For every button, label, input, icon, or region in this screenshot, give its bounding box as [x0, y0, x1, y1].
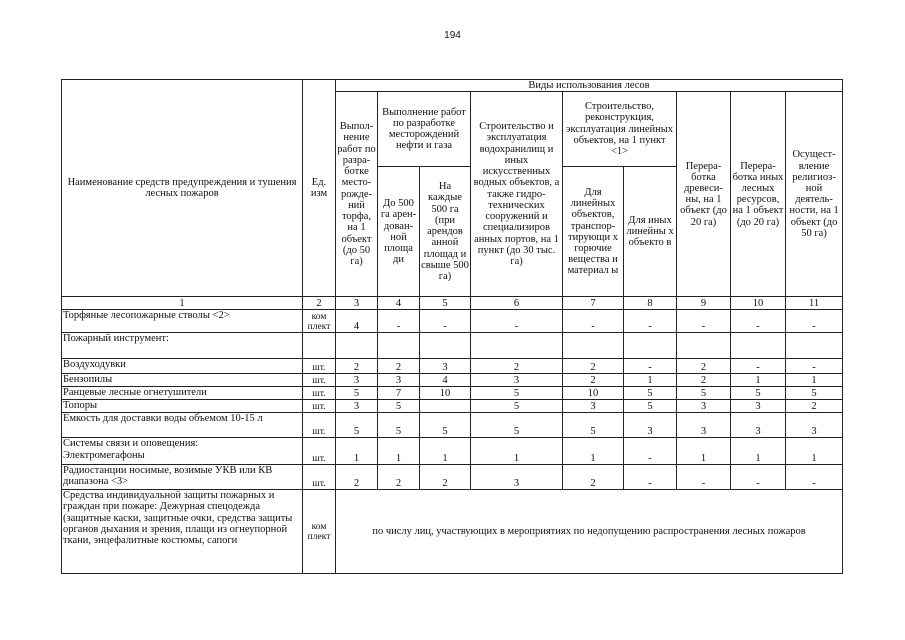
cell-value: 3 [786, 413, 843, 438]
cell-value: - [677, 465, 731, 490]
cell-value: 3 [677, 413, 731, 438]
header-oil-gas: Выполнение работ по разработке месторождений нефти и газа [378, 92, 471, 167]
cell-value: 3 [563, 400, 624, 413]
cell-value: - [731, 465, 786, 490]
header-col-9: Перера- ботка древеси- ны, на 1 объект (до 20 га) [677, 92, 731, 297]
cell-value: 5 [677, 387, 731, 400]
row-unit: ком плект [303, 310, 336, 333]
cell-value: 5 [471, 413, 563, 438]
cell-value: - [624, 359, 677, 374]
row-name: Средства индивидуальной защиты пожарных и граждан при пожаре: Дежурная спецодежда (защитные каски, защитные очки, средства защиты органов дыхания и зрения, плащи из огнеупорной ткани, энцефалитные костюмы, сапоги [62, 490, 303, 574]
page-number: 194 [444, 30, 461, 41]
row-name: Топоры [62, 400, 303, 413]
header-name-col: Наименование средств предупреждения и тушения лесных пожаров [62, 80, 303, 297]
section-heading: Системы связи и оповещения: [62, 438, 303, 451]
row-unit: ком плект [303, 490, 336, 574]
header-col-10: Перера- ботка иных лесных ресурсов, на 1 объект (до 20 га) [731, 92, 786, 297]
row-unit: шт. [303, 374, 336, 387]
row-name: Электромегафоны [62, 450, 303, 465]
table-row-siz [62, 490, 843, 574]
table-row-radiostantsii [62, 465, 843, 490]
cell-value: 5 [336, 413, 378, 438]
cell-value: 1 [624, 374, 677, 387]
row-name: Ранцевые лесные огнетушители [62, 387, 303, 400]
header-col-6: Строительство и эксплуатация водохранилищ и иных искусственных водных объектов, а также гидро- технических сооружений и специализиров анных портов, на 1 пункт (до 30 тыс. га) [471, 92, 563, 297]
header-col-4: До 500 га арен- дован- ной площа ди [378, 167, 420, 297]
cell-value: 1 [677, 438, 731, 465]
cell-value: 1 [731, 438, 786, 465]
row-unit: шт. [303, 413, 336, 438]
cell-value: 1 [336, 438, 378, 465]
cell-value: - [786, 465, 843, 490]
row-unit: шт. [303, 465, 336, 490]
table-row-vozduhoduvki [62, 359, 843, 374]
table-row-instrument-header [62, 333, 843, 359]
cell-value: 1 [420, 438, 471, 465]
cell-value: 1 [731, 374, 786, 387]
table-row-benzopily [62, 374, 843, 387]
cell-value: 4 [420, 374, 471, 387]
cell-value: 2 [563, 359, 624, 374]
cell-value: 2 [563, 465, 624, 490]
column-number: 10 [731, 297, 786, 310]
table-row-systems-header [62, 438, 843, 451]
cell-value: 5 [336, 387, 378, 400]
merged-note: по числу лиц, участвующих в мероприятиях по недопущению распространения лесных пожаров [336, 490, 843, 574]
cell-value: 3 [471, 465, 563, 490]
cell-value: 5 [731, 387, 786, 400]
column-number: 11 [786, 297, 843, 310]
column-number: 1 [62, 297, 303, 310]
cell-value: - [624, 310, 677, 333]
cell-value: 2 [378, 359, 420, 374]
cell-value: - [563, 310, 624, 333]
cell-value: - [731, 359, 786, 374]
cell-value: 7 [378, 387, 420, 400]
header-col-3: Выпол- нение работ по разра- ботке место- рожде- ний торфа, на 1 объект (до 50 га) [336, 92, 378, 297]
cell-value: 1 [786, 374, 843, 387]
header-unit-col: Ед. изм [303, 80, 336, 297]
cell-value: 2 [420, 465, 471, 490]
cell-value: - [471, 310, 563, 333]
cell-value: 2 [677, 359, 731, 374]
column-number: 9 [677, 297, 731, 310]
row-name: Емкость для доставки воды объемом 10-15 л [62, 413, 303, 438]
row-unit: шт. [303, 400, 336, 413]
row-unit: шт. [303, 387, 336, 400]
cell-value: 1 [563, 438, 624, 465]
cell-value: 3 [624, 413, 677, 438]
row-name: Бензопилы [62, 374, 303, 387]
row-unit: шт. [303, 438, 336, 465]
table-row-topory [62, 400, 843, 413]
column-number: 7 [563, 297, 624, 310]
cell-value: - [677, 310, 731, 333]
table-row-rantsevye [62, 387, 843, 400]
cell-value: 1 [378, 438, 420, 465]
cell-value: 3 [677, 400, 731, 413]
cell-value: - [420, 310, 471, 333]
column-number: 3 [336, 297, 378, 310]
cell-value: - [624, 465, 677, 490]
cell-value: 2 [336, 465, 378, 490]
row-name: Торфяные лесопожарные стволы <2> [62, 310, 303, 333]
column-number: 2 [303, 297, 336, 310]
header-col-11: Осущест- вление религиоз- ной деятель- ности, на 1 объект (до 50 га) [786, 92, 843, 297]
cell-value: 3 [731, 413, 786, 438]
cell-value: 5 [378, 413, 420, 438]
cell-value: 5 [378, 400, 420, 413]
cell-value: 2 [563, 374, 624, 387]
cell-value: 3 [731, 400, 786, 413]
cell-value: 2 [677, 374, 731, 387]
column-number: 4 [378, 297, 420, 310]
row-unit: шт. [303, 359, 336, 374]
cell-value: 2 [378, 465, 420, 490]
column-number: 5 [420, 297, 471, 310]
header-group-title: Виды использования лесов [336, 80, 843, 92]
cell-value: 3 [336, 400, 378, 413]
cell-value: 3 [336, 374, 378, 387]
cell-value: - [786, 359, 843, 374]
cell-value: 1 [471, 438, 563, 465]
cell-value: 5 [786, 387, 843, 400]
cell-value: 5 [624, 387, 677, 400]
cell-value: 3 [420, 359, 471, 374]
row-name: Воздуходувки [62, 359, 303, 374]
cell-value: 5 [471, 400, 563, 413]
column-number: 8 [624, 297, 677, 310]
cell-value: 4 [336, 310, 378, 333]
forest-fire-equipment-table [61, 79, 843, 574]
cell-value: 2 [471, 359, 563, 374]
column-number-row [62, 297, 843, 310]
cell-value: 3 [378, 374, 420, 387]
section-heading: Пожарный инструмент: [62, 333, 303, 359]
cell-value: 2 [786, 400, 843, 413]
table-row-emkost [62, 413, 843, 438]
cell-value: 10 [563, 387, 624, 400]
cell-value: 5 [420, 413, 471, 438]
cell-value: - [731, 310, 786, 333]
header-col-8: Для иных линейны х объекто в [624, 167, 677, 297]
cell-value: - [378, 310, 420, 333]
row-name: Радиостанции носимые, возимые УКВ или КВ диапазона <3> [62, 465, 303, 490]
cell-value: 5 [624, 400, 677, 413]
cell-value: 10 [420, 387, 471, 400]
cell-value [420, 400, 471, 413]
header-col-7: Для линейных объектов, транспор- тирующи х горючие вещества и материал ы [563, 167, 624, 297]
cell-value: - [624, 438, 677, 465]
cell-value: 3 [471, 374, 563, 387]
cell-value: 1 [786, 438, 843, 465]
column-number: 6 [471, 297, 563, 310]
header-linear: Строительство, реконструкция, эксплуатация линейных объектов, на 1 пункт <1> [563, 92, 677, 167]
cell-value: 5 [563, 413, 624, 438]
cell-value: 2 [336, 359, 378, 374]
cell-value: - [786, 310, 843, 333]
header-col-5: На каждые 500 га (при арендов анной площад и свыше 500 га) [420, 167, 471, 297]
table-row-torf [62, 310, 843, 333]
cell-value: 5 [471, 387, 563, 400]
